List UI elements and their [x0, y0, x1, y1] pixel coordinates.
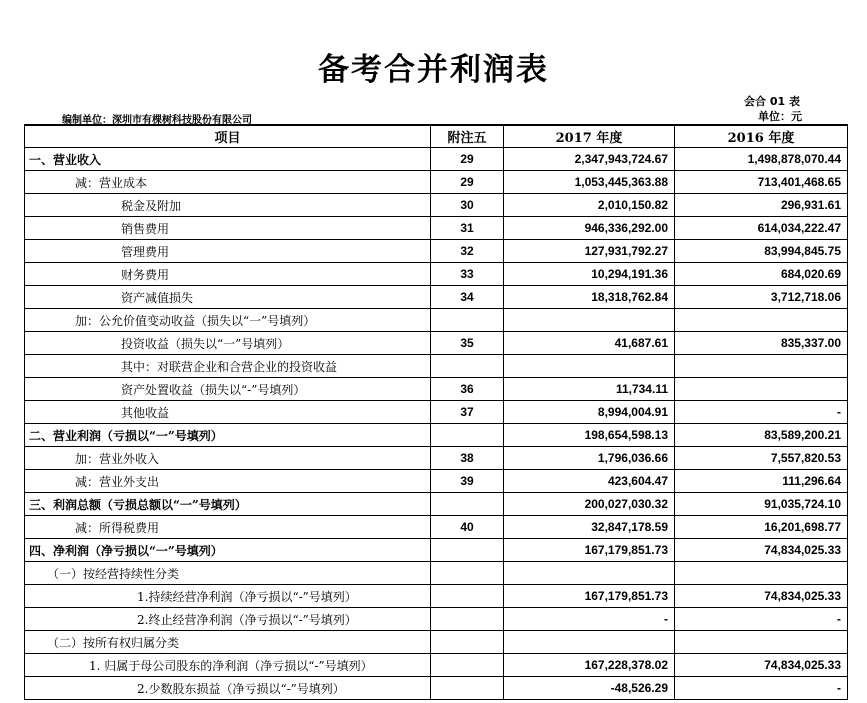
- row-note-ref: 35: [431, 332, 504, 355]
- row-item-label: 管理费用: [25, 240, 431, 263]
- row-value-2017: 10,294,191.36: [504, 263, 675, 286]
- table-row: [25, 240, 848, 263]
- row-value-2016: 111,296.64: [675, 470, 848, 493]
- row-value-2016: 91,035,724.10: [675, 493, 848, 516]
- table-row: [25, 654, 848, 677]
- row-value-2017: 198,654,598.13: [504, 424, 675, 447]
- row-item-label: 加：营业外收入: [25, 447, 431, 470]
- row-value-2017: 2,347,943,724.67: [504, 148, 675, 171]
- row-value-2016: 83,994,845.75: [675, 240, 848, 263]
- table-row: [25, 355, 848, 378]
- table-row: [25, 585, 848, 608]
- table-row: [25, 263, 848, 286]
- row-note-ref: 29: [431, 171, 504, 194]
- currency-unit: 单位：元: [758, 110, 802, 123]
- row-value-2016: 1,498,878,070.44: [675, 148, 848, 171]
- table-row: [25, 309, 848, 332]
- row-value-2016: 713,401,468.65: [675, 171, 848, 194]
- row-value-2016: -: [675, 608, 848, 631]
- row-value-2017: 2,010,150.82: [504, 194, 675, 217]
- row-value-2017: 200,027,030.32: [504, 493, 675, 516]
- row-value-2017: 946,336,292.00: [504, 217, 675, 240]
- row-value-2017: 32,847,178.59: [504, 516, 675, 539]
- row-value-2016: -: [675, 677, 848, 700]
- row-item-label: （一）按经营持续性分类: [25, 562, 431, 585]
- row-value-2016: -: [675, 401, 848, 424]
- row-value-2016: 835,337.00: [675, 332, 848, 355]
- row-note-ref: 30: [431, 194, 504, 217]
- row-item-label: 2.少数股东损益（净亏损以“-”号填列）: [25, 677, 431, 700]
- row-value-2017: -: [504, 608, 675, 631]
- row-value-2017: [504, 562, 675, 585]
- row-note-ref: [431, 562, 504, 585]
- row-value-2017: 127,931,792.27: [504, 240, 675, 263]
- row-item-label: 减：所得税费用: [25, 516, 431, 539]
- row-note-ref: [431, 424, 504, 447]
- table-row: [25, 401, 848, 424]
- row-item-label: 2.终止经营净利润（净亏损以“-”号填列）: [25, 608, 431, 631]
- row-value-2016: 16,201,698.77: [675, 516, 848, 539]
- table-row: [25, 516, 848, 539]
- row-item-label: 四、净利润（净亏损以“一”号填列）: [25, 539, 431, 562]
- row-item-label: 税金及附加: [25, 194, 431, 217]
- table-row: [25, 424, 848, 447]
- row-value-2016: [675, 309, 848, 332]
- row-item-label: 1.持续经营净利润（净亏损以“-”号填列）: [25, 585, 431, 608]
- column-header-2016: 2016 年度: [675, 125, 848, 148]
- row-note-ref: [431, 677, 504, 700]
- row-item-label: 1. 归属于母公司股东的净利润（净亏损以“-”号填列）: [25, 654, 431, 677]
- row-value-2017: [504, 309, 675, 332]
- table-row: [25, 148, 848, 171]
- row-value-2016: [675, 355, 848, 378]
- table-row: [25, 378, 848, 401]
- row-value-2017: 167,179,851.73: [504, 585, 675, 608]
- row-item-label: 减：营业外支出: [25, 470, 431, 493]
- row-item-label: 加：公允价值变动收益（损失以“一”号填列）: [25, 309, 431, 332]
- table-row: [25, 677, 848, 700]
- row-value-2016: 7,557,820.53: [675, 447, 848, 470]
- table-row: [25, 631, 848, 654]
- row-item-label: （二）按所有权归属分类: [25, 631, 431, 654]
- row-note-ref: [431, 585, 504, 608]
- table-row: [25, 447, 848, 470]
- row-value-2016: 74,834,025.33: [675, 585, 848, 608]
- preparing-entity: 编制单位：深圳市有棵树科技股份有限公司: [62, 115, 252, 126]
- header-row: [25, 125, 848, 148]
- row-value-2016: 296,931.61: [675, 194, 848, 217]
- row-value-2017: -48,526.29: [504, 677, 675, 700]
- row-value-2016: 3,712,718.06: [675, 286, 848, 309]
- row-value-2016: [675, 562, 848, 585]
- row-value-2016: 74,834,025.33: [675, 539, 848, 562]
- row-value-2017: 167,179,851.73: [504, 539, 675, 562]
- row-value-2016: 684,020.69: [675, 263, 848, 286]
- row-note-ref: 36: [431, 378, 504, 401]
- row-item-label: 财务费用: [25, 263, 431, 286]
- table-row: [25, 608, 848, 631]
- row-value-2017: 41,687.61: [504, 332, 675, 355]
- row-value-2016: 74,834,025.33: [675, 654, 848, 677]
- row-item-label: 二、营业利润（亏损以“一”号填列）: [25, 424, 431, 447]
- row-note-ref: [431, 539, 504, 562]
- column-header-note: 附注五: [431, 125, 504, 148]
- row-value-2017: [504, 631, 675, 654]
- row-note-ref: 37: [431, 401, 504, 424]
- row-value-2017: 423,604.47: [504, 470, 675, 493]
- row-note-ref: 32: [431, 240, 504, 263]
- row-item-label: 减：营业成本: [25, 171, 431, 194]
- income-statement-table: [24, 124, 848, 700]
- table-row: [25, 332, 848, 355]
- table-row: [25, 470, 848, 493]
- table-row: [25, 217, 848, 240]
- row-note-ref: 34: [431, 286, 504, 309]
- row-note-ref: 31: [431, 217, 504, 240]
- row-item-label: 投资收益（损失以“一”号填列）: [25, 332, 431, 355]
- row-value-2017: 8,994,004.91: [504, 401, 675, 424]
- row-value-2017: 1,796,036.66: [504, 447, 675, 470]
- row-value-2016: 83,589,200.21: [675, 424, 848, 447]
- row-note-ref: 40: [431, 516, 504, 539]
- row-note-ref: [431, 493, 504, 516]
- row-value-2016: [675, 378, 848, 401]
- row-value-2016: [675, 631, 848, 654]
- row-note-ref: 39: [431, 470, 504, 493]
- row-note-ref: [431, 608, 504, 631]
- row-value-2017: 11,734.11: [504, 378, 675, 401]
- row-value-2017: 18,318,762.84: [504, 286, 675, 309]
- row-value-2017: [504, 355, 675, 378]
- row-item-label: 资产处置收益（损失以“-”号填列）: [25, 378, 431, 401]
- row-item-label: 销售费用: [25, 217, 431, 240]
- row-note-ref: [431, 309, 504, 332]
- column-header-2017: 2017 年度: [504, 125, 675, 148]
- row-item-label: 资产减值损失: [25, 286, 431, 309]
- row-note-ref: [431, 654, 504, 677]
- row-note-ref: 33: [431, 263, 504, 286]
- table-row: [25, 286, 848, 309]
- row-value-2017: 1,053,445,363.88: [504, 171, 675, 194]
- form-code: 会合 01 表: [744, 95, 800, 108]
- table-row: [25, 171, 848, 194]
- row-note-ref: [431, 631, 504, 654]
- page-title: 备考合并利润表: [318, 52, 549, 88]
- table-row: [25, 539, 848, 562]
- row-value-2017: 167,228,378.02: [504, 654, 675, 677]
- row-value-2016: 614,034,222.47: [675, 217, 848, 240]
- row-note-ref: 29: [431, 148, 504, 171]
- row-item-label: 三、利润总额（亏损总额以“一”号填列）: [25, 493, 431, 516]
- table-row: [25, 562, 848, 585]
- column-header-item: 项目: [25, 125, 431, 148]
- table-row: [25, 493, 848, 516]
- row-note-ref: 38: [431, 447, 504, 470]
- row-item-label: 其中：对联营企业和合营企业的投资收益: [25, 355, 431, 378]
- table-row: [25, 194, 848, 217]
- row-item-label: 一、营业收入: [25, 148, 431, 171]
- row-note-ref: [431, 355, 504, 378]
- row-item-label: 其他收益: [25, 401, 431, 424]
